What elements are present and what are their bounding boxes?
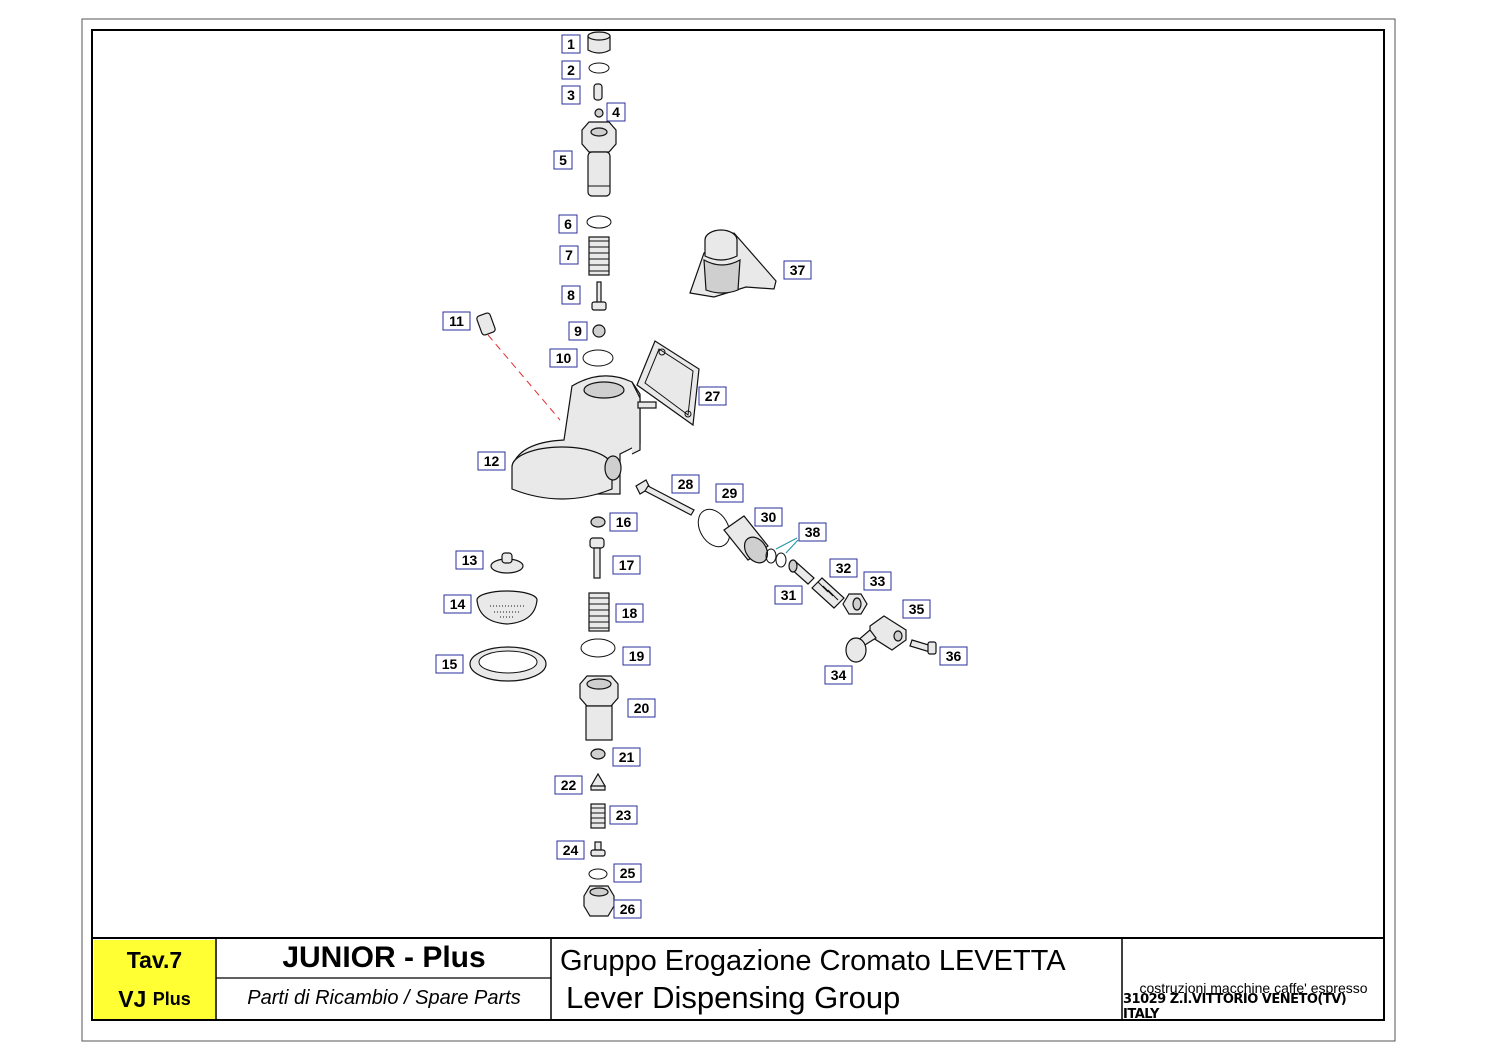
part-34-lever-knob [846, 638, 866, 662]
part-16-nut [591, 517, 605, 527]
svg-text:27: 27 [704, 388, 721, 404]
model-name: JUNIOR - Plus [282, 941, 486, 974]
label-part-2[interactable] [562, 61, 580, 79]
svg-text:6: 6 [564, 216, 572, 232]
label-part-38[interactable] [799, 523, 826, 541]
svg-text:9: 9 [574, 323, 582, 339]
part-33-nut [843, 594, 867, 614]
part-22-valve [591, 774, 605, 790]
label-part-37[interactable] [784, 261, 811, 279]
part-14-shower-screen [477, 591, 537, 624]
label-part-27[interactable] [699, 387, 726, 405]
svg-text:11: 11 [449, 313, 464, 329]
label-part-25[interactable] [614, 864, 641, 882]
svg-text:2: 2 [567, 62, 575, 78]
label-part-32[interactable] [830, 559, 857, 577]
part-36-screw [910, 640, 936, 654]
part-9-seal [593, 325, 605, 337]
part-15-group-gasket [470, 647, 546, 681]
label-part-28[interactable] [672, 475, 699, 493]
svg-text:36: 36 [945, 648, 962, 664]
svg-text:33: 33 [869, 573, 886, 589]
label-part-26[interactable] [614, 900, 641, 918]
svg-text:3: 3 [567, 87, 575, 103]
label-part-31[interactable] [775, 586, 802, 604]
leader-line-11 [488, 335, 560, 420]
label-part-15[interactable] [436, 655, 463, 673]
part-25-oring [589, 869, 607, 879]
part-26-nozzle [584, 886, 614, 916]
label-part-5[interactable] [554, 151, 572, 169]
svg-text:35: 35 [908, 601, 925, 617]
model-code [94, 980, 215, 1018]
group-name-italian: Gruppo Erogazione Cromato LEVETTA [560, 944, 1066, 977]
svg-text:13: 13 [461, 552, 478, 568]
model-code-suffix: Plus [152, 988, 191, 1009]
part-4-nut [595, 109, 603, 117]
label-part-29[interactable] [716, 484, 743, 502]
label-part-19[interactable] [623, 647, 650, 665]
label-part-24[interactable] [557, 841, 584, 859]
svg-text:19: 19 [628, 648, 645, 664]
part-3-pin [594, 84, 602, 100]
label-part-23[interactable] [610, 806, 637, 824]
label-part-14[interactable] [444, 595, 471, 613]
part-6-oring [587, 216, 611, 228]
svg-text:1: 1 [567, 36, 575, 52]
part-37-cover [690, 230, 776, 297]
svg-text:14: 14 [449, 596, 466, 612]
label-part-7[interactable] [560, 246, 578, 264]
label-part-20[interactable] [628, 699, 655, 717]
svg-text:31: 31 [780, 587, 797, 603]
model-code-main: VJ [118, 985, 147, 1012]
part-11-screw [476, 312, 496, 336]
svg-text:29: 29 [721, 485, 738, 501]
svg-text:32: 32 [835, 560, 852, 576]
label-part-11[interactable] [443, 312, 470, 330]
svg-text:28: 28 [677, 476, 694, 492]
svg-text:23: 23 [615, 807, 632, 823]
part-20-outlet-body [580, 676, 618, 740]
spare-parts-subtitle: Parti di Ricambio / Spare Parts [247, 986, 521, 1009]
svg-text:15: 15 [441, 656, 458, 672]
label-part-33[interactable] [864, 572, 891, 590]
svg-text:7: 7 [565, 247, 573, 263]
label-part-9[interactable] [569, 322, 587, 340]
label-part-16[interactable] [610, 513, 637, 531]
part-31-plunger [789, 560, 814, 584]
svg-text:20: 20 [633, 700, 650, 716]
svg-text:38: 38 [804, 524, 821, 540]
part-24-stem [591, 842, 605, 856]
svg-text:26: 26 [619, 901, 636, 917]
svg-text:34: 34 [830, 667, 847, 683]
part-10-gasket [583, 350, 613, 366]
part-13-screen-screw [491, 553, 523, 573]
part-5-body [582, 122, 616, 196]
part-19-gasket [581, 639, 615, 657]
table-number: Tav.7 [126, 946, 183, 973]
svg-text:37: 37 [789, 262, 806, 278]
leader-line-38b [776, 538, 797, 549]
group-name-english: Lever Dispensing Group [566, 980, 901, 1015]
svg-text:4: 4 [612, 104, 620, 120]
label-part-17[interactable] [613, 556, 640, 574]
label-part-8[interactable] [562, 286, 580, 304]
label-part-36[interactable] [940, 647, 967, 665]
label-part-22[interactable] [555, 776, 582, 794]
label-part-30[interactable] [755, 508, 782, 526]
label-part-18[interactable] [616, 604, 643, 622]
label-part-13[interactable] [456, 551, 483, 569]
label-part-12[interactable] [478, 452, 505, 470]
part-12-group-body [512, 376, 656, 499]
svg-text:24: 24 [562, 842, 579, 858]
part-32-spring [812, 578, 844, 608]
svg-text:21: 21 [618, 749, 635, 765]
svg-text:16: 16 [615, 514, 632, 530]
part-8-stem [592, 282, 606, 310]
label-part-35[interactable] [903, 600, 930, 618]
label-part-6[interactable] [559, 215, 577, 233]
part-18-spring [589, 593, 609, 631]
label-part-4[interactable] [607, 103, 625, 121]
company-address: 31029 Z.I.VITTORIO VENETO(TV) ITALY [1123, 992, 1347, 1022]
svg-text:30: 30 [760, 509, 777, 525]
svg-text:25: 25 [619, 865, 636, 881]
svg-text:8: 8 [567, 287, 575, 303]
part-7-spring [589, 237, 609, 275]
label-part-3[interactable] [562, 86, 580, 104]
part-17-pin [590, 538, 604, 578]
leader-line-38a [786, 540, 798, 553]
label-part-1[interactable] [562, 35, 580, 53]
company-description: costruzioni macchine caffe' espresso [1139, 980, 1368, 996]
label-part-21[interactable] [613, 748, 640, 766]
svg-text:12: 12 [483, 453, 500, 469]
label-part-10[interactable] [550, 349, 577, 367]
part-1-cap [588, 32, 610, 53]
part-27-plate [637, 341, 699, 425]
part-23-spring [591, 804, 605, 828]
svg-text:18: 18 [621, 605, 638, 621]
part-21-seal [591, 749, 605, 759]
svg-text:5: 5 [559, 152, 567, 168]
svg-text:17: 17 [618, 557, 635, 573]
svg-text:10: 10 [555, 350, 572, 366]
label-part-34[interactable] [825, 666, 852, 684]
svg-text:22: 22 [560, 777, 577, 793]
part-38-orings [766, 549, 786, 567]
part-2-washer [589, 63, 609, 73]
